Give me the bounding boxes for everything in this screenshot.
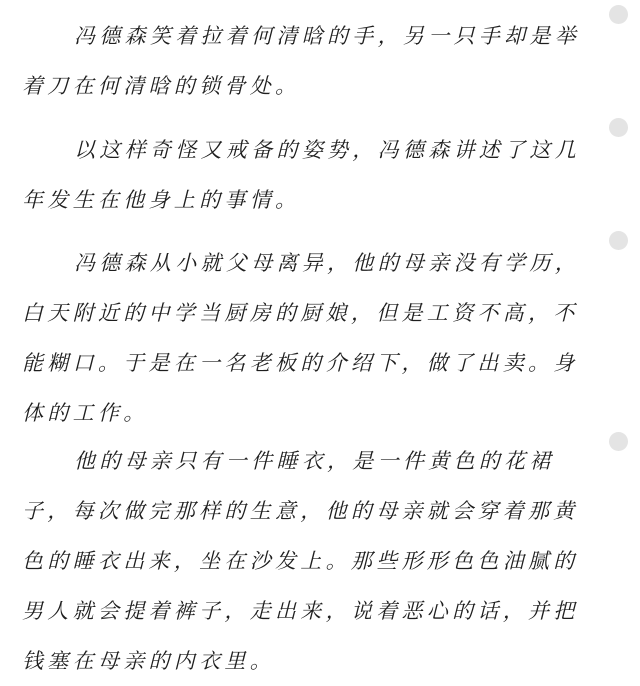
paragraph-comment-dot-icon[interactable] <box>609 5 628 24</box>
paragraph-comment-dot-icon[interactable] <box>609 231 628 250</box>
paragraph-4: 他的母亲只有一件睡衣，是一件黄色的花裙子，每次做完那样的生意，他的母亲就会穿着那黄色的睡衣出来，坐在沙发上。那些形形色色油腻的男人就会提着裤子，走出来，说着恶心的话，并把钱塞在母亲的内衣里。 <box>22 449 579 673</box>
paragraph-3: 冯德森从小就父母离异，他的母亲没有学历，白天附近的中学当厨房的厨娘，但是工资不高，不能糊口。于是在一名老板的介绍下，做了出卖。身体的工作。 <box>22 251 580 425</box>
paragraph-comment-dot-icon[interactable] <box>609 432 628 451</box>
paragraph-1: 冯德森笑着拉着何清晗的手，另一只手却是举着刀在何清晗的锁骨处。 <box>22 24 580 98</box>
paragraph-2: 以这样奇怪又戒备的姿势，冯德森讲述了这几年发生在他身上的事情。 <box>22 138 580 212</box>
paragraph-comment-dot-icon[interactable] <box>609 118 628 137</box>
